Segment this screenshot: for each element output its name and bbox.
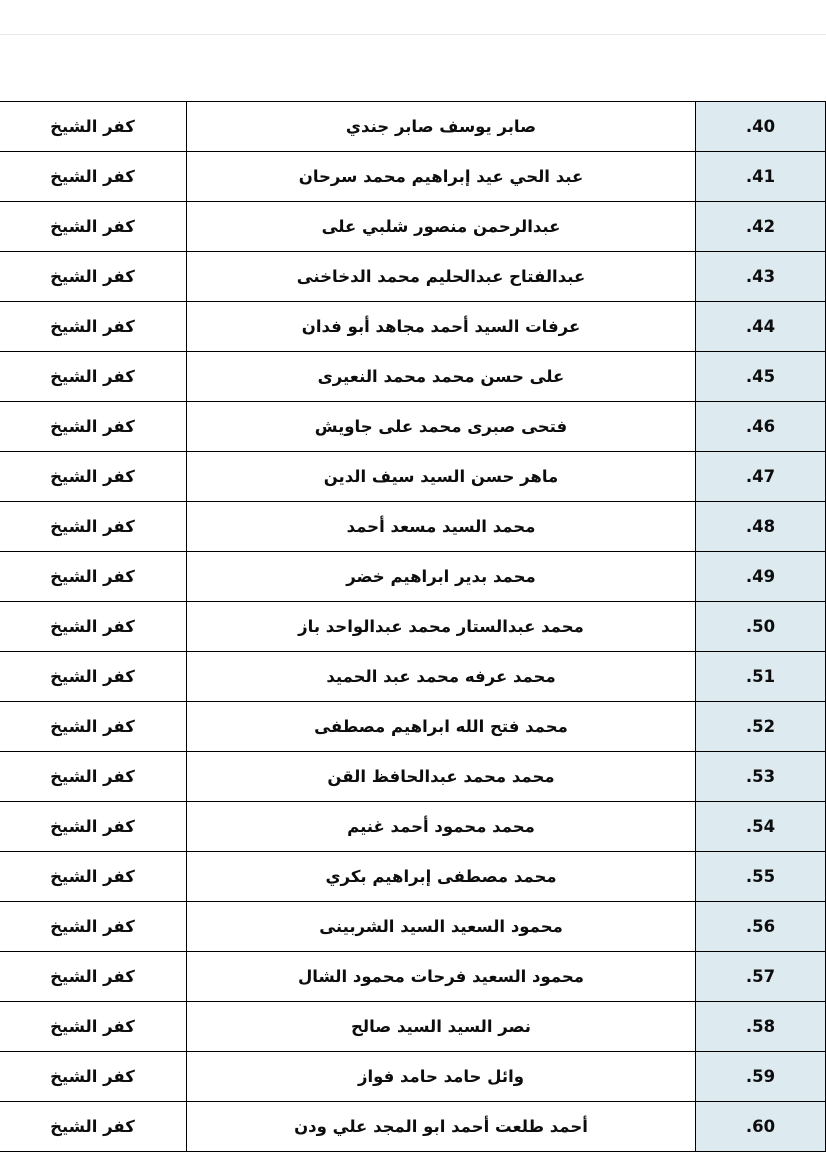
row-governorate-cell: كفر الشيخ <box>0 302 187 352</box>
row-name-cell: فتحى صبرى محمد على جاويش <box>187 402 696 452</box>
row-index-cell: .54 <box>696 802 826 852</box>
table-row <box>0 102 826 152</box>
row-name-cell: محمد فتح الله ابراهيم مصطفى <box>187 702 696 752</box>
row-name-cell: محمد محمود أحمد غنيم <box>187 802 696 852</box>
row-name-cell: محمد عرفه محمد عبد الحميد <box>187 652 696 702</box>
table-row <box>0 952 826 1002</box>
table-row <box>0 352 826 402</box>
row-index-cell: .55 <box>696 852 826 902</box>
row-name-cell: عبدالرحمن منصور شلبي على <box>187 202 696 252</box>
table-row <box>0 152 826 202</box>
table-row <box>0 652 826 702</box>
row-index-cell: .58 <box>696 1002 826 1052</box>
row-index-cell: .43 <box>696 252 826 302</box>
row-index-cell: .60 <box>696 1102 826 1152</box>
row-name-cell: محمود السعيد السيد الشربينى <box>187 902 696 952</box>
row-governorate-cell: كفر الشيخ <box>0 202 187 252</box>
row-index-cell: .50 <box>696 602 826 652</box>
row-name-cell: عبدالفتاح عبدالحليم محمد الدخاخنى <box>187 252 696 302</box>
table-row <box>0 852 826 902</box>
table-row <box>0 402 826 452</box>
row-governorate-cell: كفر الشيخ <box>0 952 187 1002</box>
roster-table-container <box>38 101 826 1152</box>
row-governorate-cell: كفر الشيخ <box>0 1052 187 1102</box>
row-name-cell: نصر السيد السيد صالح <box>187 1002 696 1052</box>
row-index-cell: .52 <box>696 702 826 752</box>
row-index-cell: .40 <box>696 102 826 152</box>
roster-table <box>0 101 826 1152</box>
row-name-cell: عبد الحي عيد إبراهيم محمد سرحان <box>187 152 696 202</box>
row-name-cell: صابر يوسف صابر جندي <box>187 102 696 152</box>
row-governorate-cell: كفر الشيخ <box>0 752 187 802</box>
row-governorate-cell: كفر الشيخ <box>0 402 187 452</box>
row-governorate-cell: كفر الشيخ <box>0 602 187 652</box>
table-row <box>0 202 826 252</box>
row-governorate-cell: كفر الشيخ <box>0 852 187 902</box>
row-name-cell: ماهر حسن السيد سيف الدين <box>187 452 696 502</box>
row-index-cell: .53 <box>696 752 826 802</box>
table-row <box>0 752 826 802</box>
row-index-cell: .59 <box>696 1052 826 1102</box>
row-governorate-cell: كفر الشيخ <box>0 652 187 702</box>
roster-table-body <box>0 102 826 1152</box>
row-name-cell: وائل حامد حامد فواز <box>187 1052 696 1102</box>
table-row <box>0 502 826 552</box>
row-index-cell: .44 <box>696 302 826 352</box>
row-name-cell: عرفات السيد أحمد مجاهد أبو فدان <box>187 302 696 352</box>
row-index-cell: .45 <box>696 352 826 402</box>
row-governorate-cell: كفر الشيخ <box>0 252 187 302</box>
table-row <box>0 552 826 602</box>
page-top-margin <box>0 0 826 35</box>
row-name-cell: أحمد طلعت أحمد ابو المجد علي ودن <box>187 1102 696 1152</box>
row-governorate-cell: كفر الشيخ <box>0 1002 187 1052</box>
row-index-cell: .51 <box>696 652 826 702</box>
row-governorate-cell: كفر الشيخ <box>0 552 187 602</box>
table-row <box>0 702 826 752</box>
table-row <box>0 802 826 852</box>
row-name-cell: محمد محمد عبدالحافظ القن <box>187 752 696 802</box>
table-row <box>0 602 826 652</box>
table-row <box>0 452 826 502</box>
table-row <box>0 1052 826 1102</box>
table-row <box>0 252 826 302</box>
row-governorate-cell: كفر الشيخ <box>0 702 187 752</box>
row-governorate-cell: كفر الشيخ <box>0 152 187 202</box>
row-name-cell: محمد عبدالستار محمد عبدالواحد باز <box>187 602 696 652</box>
row-index-cell: .48 <box>696 502 826 552</box>
row-index-cell: .41 <box>696 152 826 202</box>
row-governorate-cell: كفر الشيخ <box>0 1102 187 1152</box>
table-row <box>0 902 826 952</box>
row-governorate-cell: كفر الشيخ <box>0 102 187 152</box>
row-index-cell: .47 <box>696 452 826 502</box>
row-governorate-cell: كفر الشيخ <box>0 452 187 502</box>
row-name-cell: محمد السيد مسعد أحمد <box>187 502 696 552</box>
table-row <box>0 302 826 352</box>
table-row <box>0 1002 826 1052</box>
row-index-cell: .49 <box>696 552 826 602</box>
row-index-cell: .57 <box>696 952 826 1002</box>
row-name-cell: محمد بدير ابراهيم خضر <box>187 552 696 602</box>
row-name-cell: على حسن محمد محمد النعيرى <box>187 352 696 402</box>
row-governorate-cell: كفر الشيخ <box>0 352 187 402</box>
row-governorate-cell: كفر الشيخ <box>0 502 187 552</box>
row-index-cell: .46 <box>696 402 826 452</box>
row-governorate-cell: كفر الشيخ <box>0 802 187 852</box>
row-index-cell: .56 <box>696 902 826 952</box>
row-name-cell: محمود السعيد فرحات محمود الشال <box>187 952 696 1002</box>
row-index-cell: .42 <box>696 202 826 252</box>
row-governorate-cell: كفر الشيخ <box>0 902 187 952</box>
row-name-cell: محمد مصطفى إبراهيم بكري <box>187 852 696 902</box>
